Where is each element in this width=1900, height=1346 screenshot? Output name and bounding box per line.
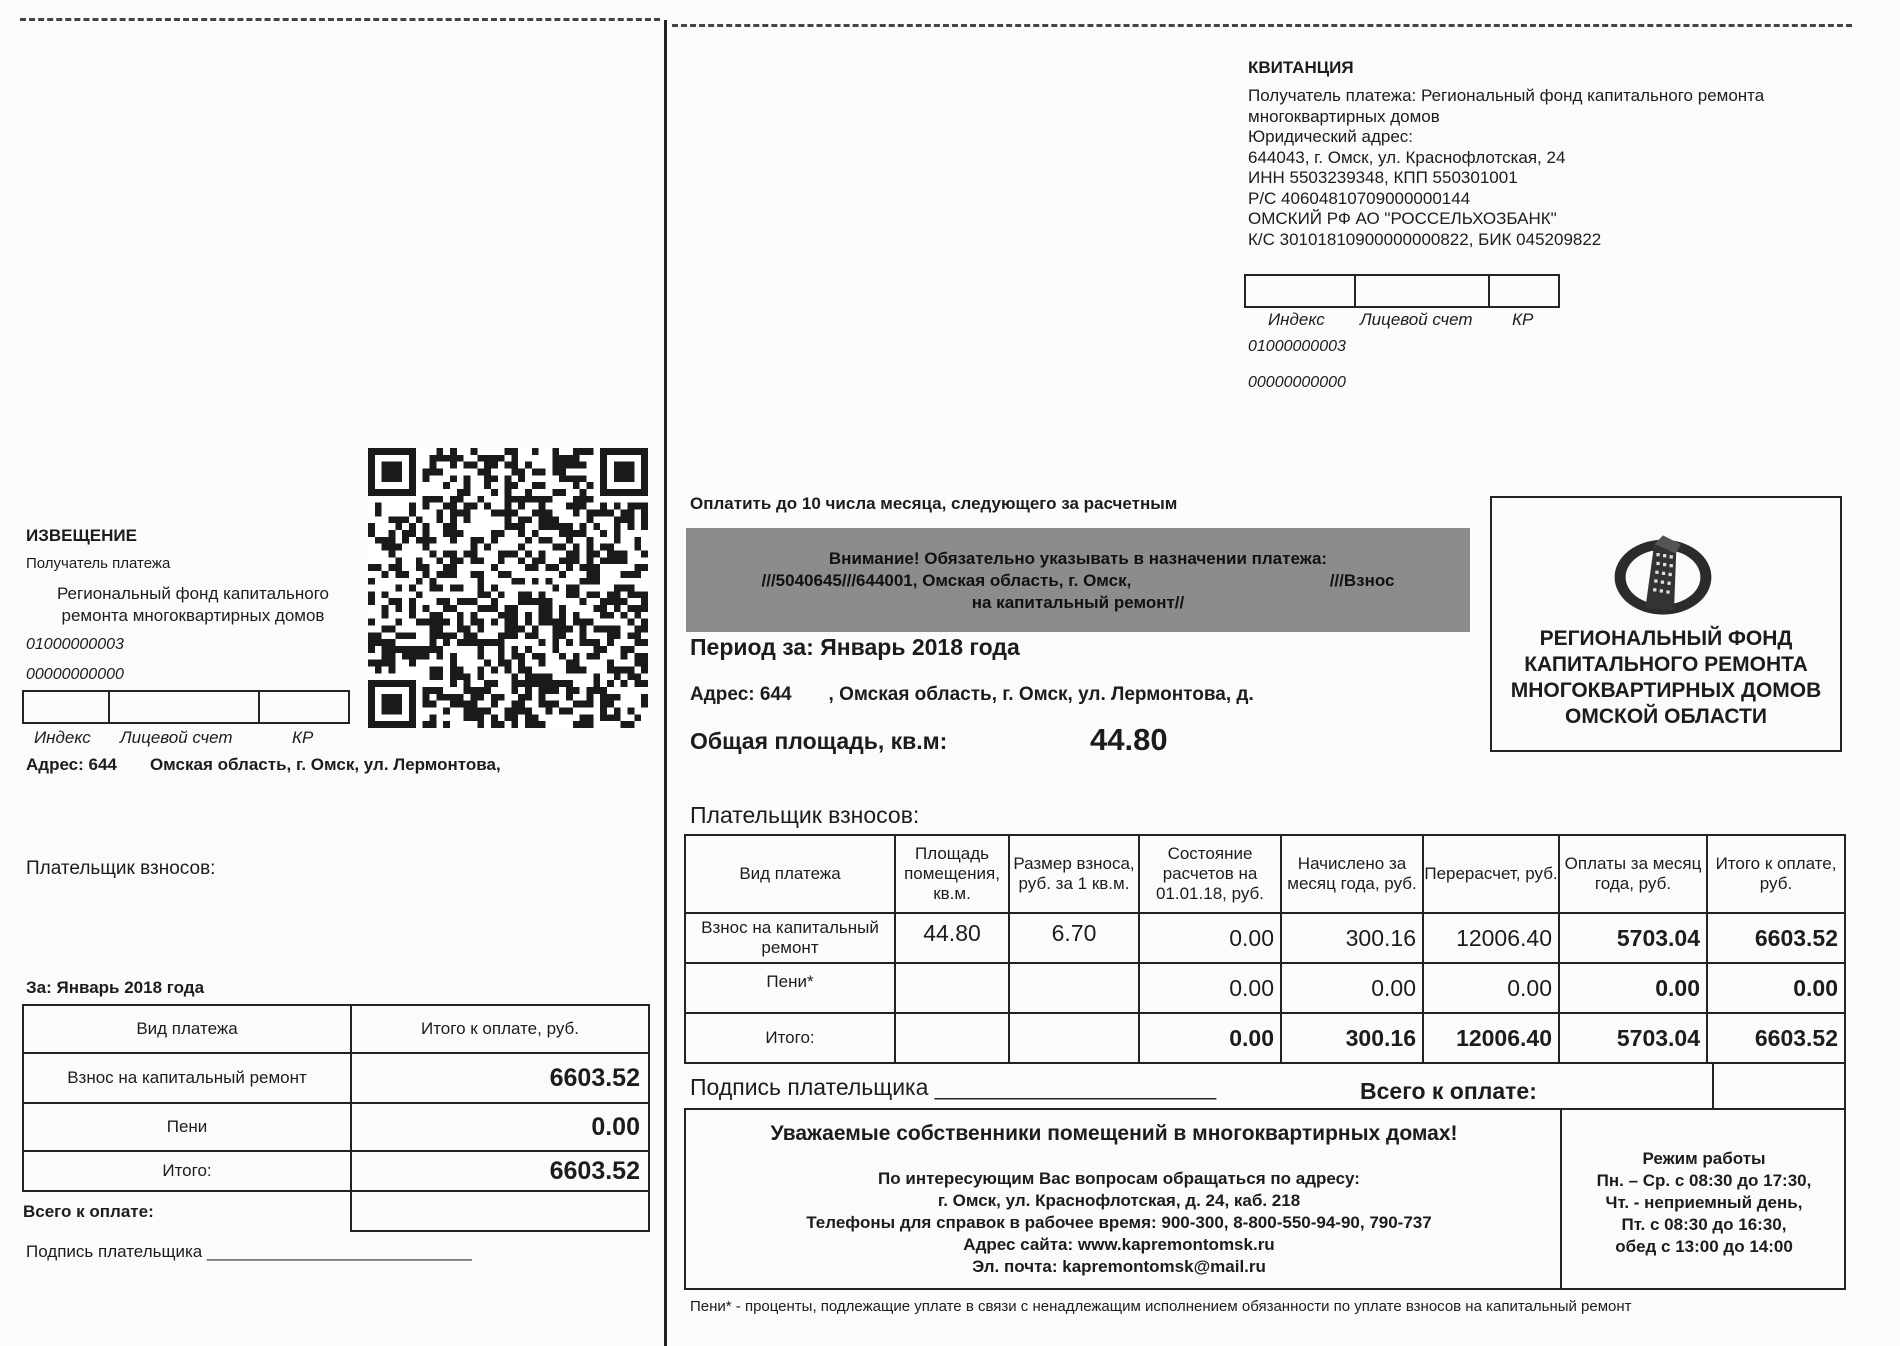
- cell-recalc: 12006.40: [1423, 1013, 1559, 1063]
- notice-header-total: Итого к оплате, руб.: [351, 1005, 649, 1053]
- logo-line: РЕГИОНАЛЬНЫЙ ФОНД: [1539, 627, 1793, 650]
- notice-index-box[interactable]: [22, 690, 110, 724]
- notice-kr-label: КР: [292, 728, 314, 747]
- notice-index-label: Индекс: [34, 728, 91, 747]
- col-header-accrued: Начислено за месяц года, руб.: [1281, 835, 1423, 913]
- receipt-title: КВИТАНЦИЯ: [1248, 58, 1354, 77]
- qr-code: [368, 448, 648, 728]
- notice-code-1: 01000000003: [26, 636, 124, 653]
- notice-signature[interactable]: Подпись плательщика ____________________________: [26, 1242, 472, 1261]
- fund-building-icon: [1608, 520, 1718, 630]
- receipt-signature[interactable]: Подпись плательщика ______________________: [690, 1074, 1217, 1100]
- notice-kr-box[interactable]: [258, 690, 350, 724]
- receipt-detail-line: Р/С 40604810709000000144: [1248, 188, 1471, 208]
- receipt-total-label: Всего к оплате:: [1360, 1078, 1537, 1104]
- cell-total: 0.00: [1707, 963, 1845, 1013]
- receipt-detail-line: 644043, г. Омск, ул. Краснофлотская, 24: [1248, 147, 1566, 167]
- info-heading: Уважаемые собственники помещений в многоквартирных домах!: [770, 1122, 1458, 1145]
- notice-row-value: 6603.52: [351, 1151, 649, 1191]
- attention-text: [686, 548, 1470, 614]
- info-line: Эл. почта: kapremontomsk@mail.ru: [972, 1257, 1266, 1276]
- notice-row-label: Взнос на капитальный ремонт: [23, 1053, 351, 1103]
- receipt-detail-line: Получатель платежа: Региональный фонд капитального ремонта: [1248, 86, 1765, 105]
- notice-title: ИЗВЕЩЕНИЕ: [26, 526, 137, 545]
- col-header-recalc: Перерасчет, руб.: [1423, 835, 1559, 913]
- cell-recalc: 0.00: [1423, 963, 1559, 1013]
- cell-rate: [1009, 963, 1139, 1013]
- info-line: По интересующим Вас вопросам обращаться по адресу:: [878, 1169, 1360, 1188]
- receipt-kr-label: КР: [1512, 310, 1534, 329]
- info-line: Адрес сайта: www.kapremontomsk.ru: [963, 1235, 1275, 1254]
- col-header-area: Площадь помещения, кв.м.: [895, 835, 1009, 913]
- col-header-type: Вид платежа: [685, 835, 895, 913]
- schedule-line: Пн. – Ср. с 08:30 до 17:30,: [1596, 1171, 1812, 1190]
- notice-account-box[interactable]: [108, 690, 260, 724]
- receipt-code-2: 00000000000: [1248, 374, 1346, 391]
- attention-line: на капитальный ремонт//: [971, 593, 1185, 612]
- cell-area: [895, 963, 1009, 1013]
- receipt-kr-box[interactable]: [1488, 274, 1560, 308]
- notice-row-value: 6603.52: [351, 1053, 649, 1103]
- schedule-line: Пт. с 08:30 до 16:30,: [1621, 1215, 1787, 1234]
- fund-logo-box: [1490, 496, 1842, 752]
- col-header-total: Итого к оплате, руб.: [1707, 835, 1845, 913]
- table-row: [685, 963, 1845, 1013]
- vertical-separator: [664, 20, 667, 1346]
- notice-code-2: 00000000000: [26, 666, 124, 683]
- table-row: [23, 1053, 649, 1103]
- table-row: [23, 1151, 649, 1191]
- notice-recipient-label: Получатель платежа: [26, 555, 171, 572]
- receipt-details: [1248, 86, 1764, 250]
- receipt-address: Адрес: 644 , Омская область, г. Омск, ул. Лермонтова, д.: [690, 684, 1254, 705]
- cell-paid: 5703.04: [1559, 1013, 1707, 1063]
- fund-logo-text: [1492, 626, 1840, 730]
- table-row: [23, 1103, 649, 1151]
- cell-total: 6603.52: [1707, 1013, 1845, 1063]
- col-header-balance: Состояние расчетов на 01.01.18, руб.: [1139, 835, 1281, 913]
- cell-type: Итого:: [685, 1013, 895, 1063]
- table-row: [685, 913, 1845, 963]
- receipt-payer-label: Плательщик взносов:: [690, 802, 920, 828]
- schedule-divider: [1560, 1110, 1562, 1288]
- cell-accrued: 300.16: [1281, 1013, 1423, 1063]
- logo-line: КАПИТАЛЬНОГО РЕМОНТА: [1524, 653, 1808, 676]
- table-row: [685, 1013, 1845, 1063]
- notice-row-label: Пени: [23, 1103, 351, 1151]
- receipt-account-box[interactable]: [1354, 274, 1490, 308]
- top-cut-line-left: [20, 18, 660, 21]
- footnote: Пени* - проценты, подлежащие уплате в связи с ненадлежащим исполнением обязанности по уплате взносов на капитальный ремонт: [690, 1298, 1632, 1315]
- notice-header-type: Вид платежа: [23, 1005, 351, 1053]
- cell-type: Взнос на капитальный ремонт: [685, 913, 895, 963]
- cell-rate: 6.70: [1009, 913, 1139, 963]
- notice-payment-table: [22, 1004, 650, 1232]
- qr-code-graphic: [368, 448, 648, 728]
- col-header-paid: Оплаты за месяц года, руб.: [1559, 835, 1707, 913]
- receipt-detail-line: ИНН 5503239348, КПП 550301001: [1248, 168, 1518, 187]
- info-lines: [686, 1168, 1552, 1278]
- schedule-line: Чт. - неприемный день,: [1605, 1193, 1803, 1212]
- cell-total: 6603.52: [1707, 913, 1845, 963]
- cell-paid: 5703.04: [1559, 913, 1707, 963]
- notice-payer-label: Плательщик взносов:: [26, 858, 216, 879]
- cell-accrued: 0.00: [1281, 963, 1423, 1013]
- notice-address: Адрес: 644 Омская область, г. Омск, ул. Лермонтова,: [26, 755, 501, 774]
- receipt-period: Период за: Январь 2018 года: [690, 634, 1020, 660]
- receipt-index-label: Индекс: [1268, 310, 1325, 329]
- receipt-payment-table: [684, 834, 1846, 1064]
- schedule-line: Режим работы: [1642, 1149, 1766, 1168]
- receipt-detail-line: К/С 30101810900000000822, БИК 045209822: [1248, 229, 1602, 249]
- cell-paid: 0.00: [1559, 963, 1707, 1013]
- logo-line: ОМСКОЙ ОБЛАСТИ: [1565, 705, 1767, 728]
- cell-accrued: 300.16: [1281, 913, 1423, 963]
- receipt-index-box[interactable]: [1244, 274, 1356, 308]
- cell-area: [895, 1013, 1009, 1063]
- receipt-deadline: Оплатить до 10 числа месяца, следующего за расчетным: [690, 494, 1178, 513]
- schedule-line: обед с 13:00 до 14:00: [1615, 1237, 1793, 1256]
- receipt-area-value: 44.80: [1090, 722, 1168, 757]
- attention-line: ///5040645///644001, Омская область, г. Омск, ///Взнос: [761, 571, 1395, 590]
- notice-total-field[interactable]: [351, 1191, 649, 1231]
- notice-row-value: 0.00: [351, 1103, 649, 1151]
- schedule-block: [1564, 1148, 1844, 1258]
- cell-recalc: 12006.40: [1423, 913, 1559, 963]
- receipt-detail-line: Юридический адрес:: [1248, 127, 1414, 146]
- receipt-detail-line: многоквартирных домов: [1248, 106, 1440, 126]
- info-line: Телефоны для справок в рабочее время: 900-300, 8-800-550-94-90, 790-737: [806, 1213, 1432, 1232]
- notice-total-label: Всего к оплате:: [23, 1201, 154, 1221]
- attention-line: Внимание! Обязательно указывать в назначении платежа:: [828, 549, 1328, 568]
- receipt-total-field[interactable]: [1712, 1062, 1846, 1110]
- notice-period: За: Январь 2018 года: [26, 978, 205, 997]
- receipt-account-label: Лицевой счет: [1360, 310, 1473, 329]
- receipt-code-1: 01000000003: [1248, 338, 1346, 355]
- table-header-row: [685, 835, 1845, 913]
- logo-line: МНОГОКВАРТИРНЫХ ДОМОВ: [1510, 679, 1822, 702]
- cell-area: 44.80: [895, 913, 1009, 963]
- top-cut-line-right: [672, 24, 1852, 27]
- col-header-rate: Размер взноса, руб. за 1 кв.м.: [1009, 835, 1139, 913]
- cell-balance: 0.00: [1139, 963, 1281, 1013]
- notice-recipient-name: Региональный фонд капитального ремонта многоквартирных домов: [56, 584, 330, 625]
- cell-type: Пени*: [685, 963, 895, 1013]
- cell-rate: [1009, 1013, 1139, 1063]
- notice-row-label: Итого:: [23, 1151, 351, 1191]
- receipt-detail-line: ОМСКИЙ РФ АО "РОССЕЛЬХОЗБАНК": [1248, 209, 1557, 228]
- cell-balance: 0.00: [1139, 1013, 1281, 1063]
- info-line: г. Омск, ул. Краснофлотская, д. 24, каб. 218: [937, 1191, 1301, 1210]
- notice-account-label: Лицевой счет: [120, 728, 233, 747]
- cell-balance: 0.00: [1139, 913, 1281, 963]
- info-box: [684, 1108, 1846, 1290]
- receipt-area-label: Общая площадь, кв.м:: [690, 728, 948, 754]
